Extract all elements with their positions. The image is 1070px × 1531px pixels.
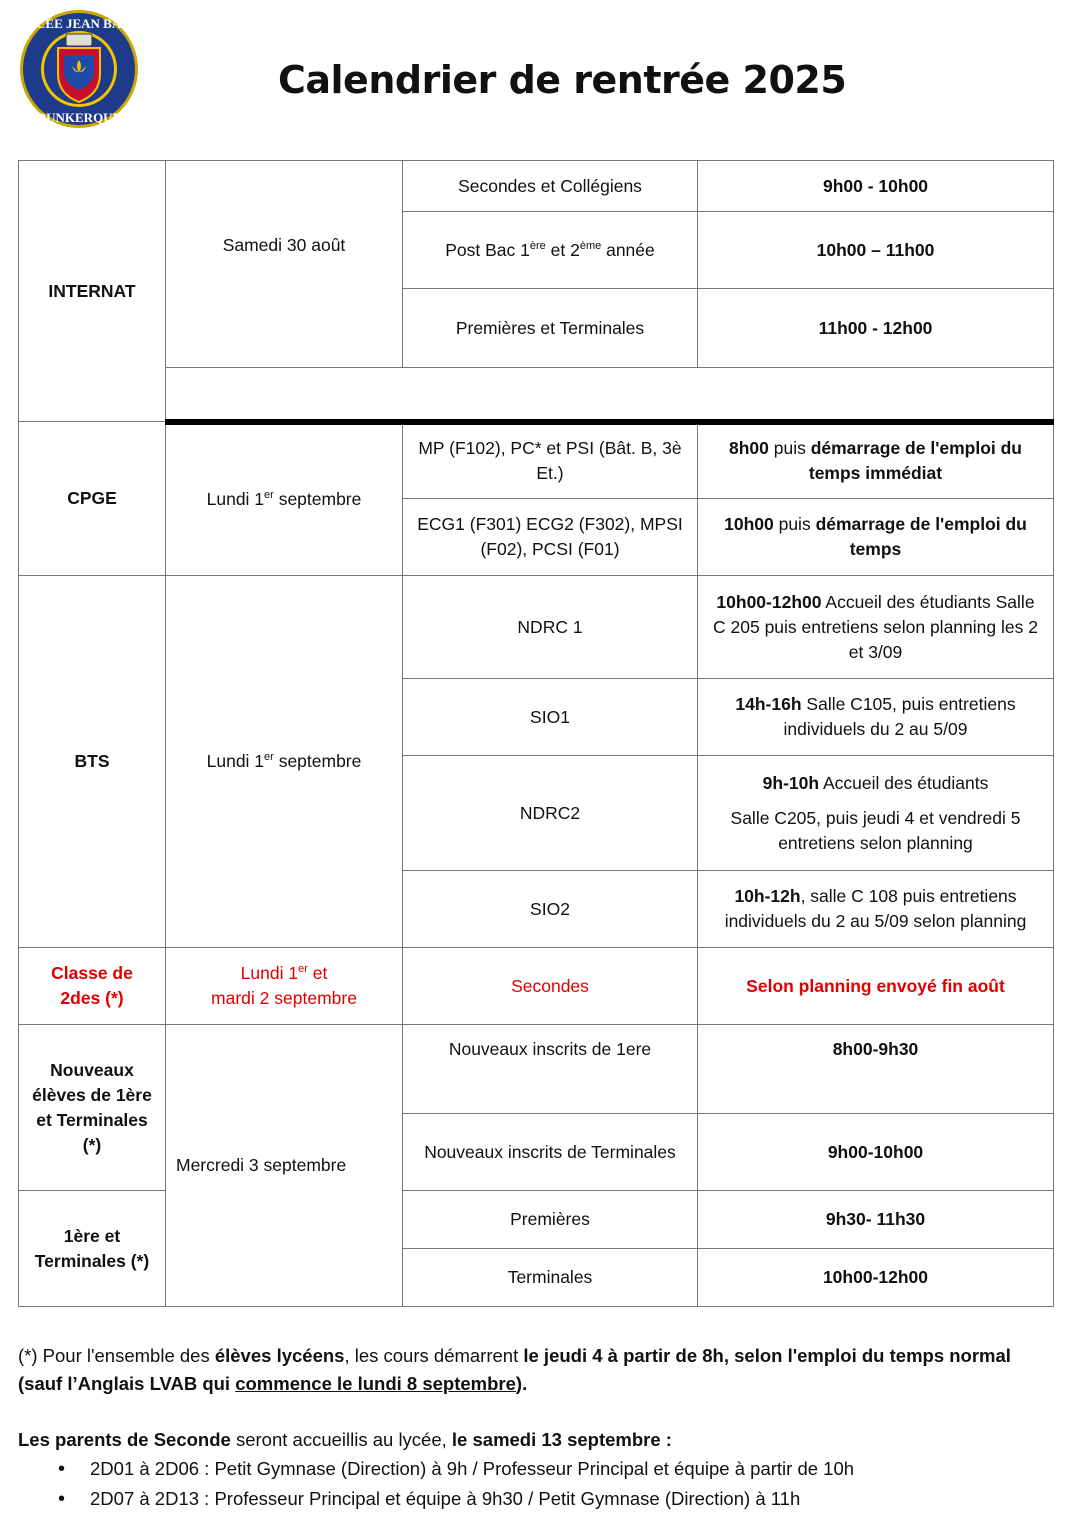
group-cell: Post Bac 1ère et 2ème année bbox=[403, 212, 698, 289]
group-cell: Premières et Terminales bbox=[403, 289, 698, 368]
list-item: • 2D01 à 2D06 : Petit Gymnase (Direction) à 9h / Professeur Principal et équipe à partir de 10h bbox=[18, 1454, 854, 1484]
group-cell: Nouveaux inscrits de 1ere bbox=[403, 1025, 698, 1114]
school-logo bbox=[18, 8, 140, 130]
page-title: Calendrier de rentrée 2025 bbox=[278, 58, 847, 102]
table-row bbox=[19, 1025, 1054, 1114]
list-item: • 2D07 à 2D13 : Professeur Principal et équipe à 9h30 / Petit Gymnase (Direction) à 11h bbox=[18, 1484, 854, 1514]
category-internat: INTERNAT bbox=[19, 161, 166, 422]
time-cell: 11h00 - 12h00 bbox=[698, 289, 1054, 368]
time-cell: Selon planning envoyé fin août bbox=[698, 948, 1054, 1025]
parents-list bbox=[18, 1454, 854, 1514]
calendar-table bbox=[18, 160, 1054, 1307]
date-nouveaux: Mercredi 3 septembre bbox=[166, 1025, 403, 1307]
group-cell: NDRC 1 bbox=[403, 576, 698, 679]
time-cell: 10h00 puis démarrage de l'emploi du temps bbox=[698, 499, 1054, 576]
date-cpge: Lundi 1er septembre bbox=[166, 422, 403, 576]
logo-text-top: LYCÉE JEAN BART bbox=[19, 16, 139, 31]
time-cell: 14h-16h Salle C105, puis entretiens individuels du 2 au 5/09 bbox=[698, 679, 1054, 756]
group-cell: MP (F102), PC* et PSI (Bât. B, 3è Et.) bbox=[403, 422, 698, 499]
time-cell: 10h00-12h00 bbox=[698, 1249, 1054, 1307]
table-row bbox=[19, 161, 1054, 212]
table-row bbox=[19, 948, 1054, 1025]
category-nouveaux: Nouveaux élèves de 1ère et Terminales (*) bbox=[19, 1025, 166, 1191]
time-cell: 8h00-9h30 bbox=[698, 1025, 1054, 1114]
time-cell: 9h00-10h00 bbox=[698, 1114, 1054, 1191]
parents-paragraph: Les parents de Seconde seront accueillis au lycée, le samedi 13 septembre : bbox=[18, 1429, 672, 1450]
date-bts: Lundi 1er septembre bbox=[166, 576, 403, 948]
time-cell: 8h00 puis démarrage de l'emploi du temps immédiat bbox=[698, 422, 1054, 499]
table-row-empty bbox=[19, 368, 1054, 422]
table-row bbox=[19, 422, 1054, 499]
table-row bbox=[19, 576, 1054, 679]
group-cell: Secondes bbox=[403, 948, 698, 1025]
logo-text-bottom: DUNKERQUE bbox=[36, 110, 122, 125]
time-cell: 10h00 – 11h00 bbox=[698, 212, 1054, 289]
group-cell: NDRC2 bbox=[403, 756, 698, 871]
group-cell: Secondes et Collégiens bbox=[403, 161, 698, 212]
group-cell: SIO2 bbox=[403, 871, 698, 948]
group-cell: Premières bbox=[403, 1191, 698, 1249]
category-premieres: 1ère et Terminales (*) bbox=[19, 1191, 166, 1307]
group-cell: ECG1 (F301) ECG2 (F302), MPSI (F02), PCSI (F01) bbox=[403, 499, 698, 576]
date-internat: Samedi 30 août bbox=[166, 161, 403, 368]
empty-cell bbox=[166, 368, 1054, 422]
footnote-paragraph: (*) Pour l'ensemble des élèves lycéens, les cours démarrent le jeudi 4 à partir de 8h, selon l'emploi du temps normal (sauf l’Anglais LVAB qui commence le lundi 8 septembre). bbox=[18, 1345, 1011, 1394]
date-secondes: Lundi 1er et mardi 2 septembre bbox=[166, 948, 403, 1025]
time-cell: 10h00-12h00 Accueil des étudiants Salle C 205 puis entretiens selon planning les 2 et 3/09 bbox=[698, 576, 1054, 679]
group-cell: Terminales bbox=[403, 1249, 698, 1307]
category-secondes: Classe de 2des (*) bbox=[19, 948, 166, 1025]
group-cell: Nouveaux inscrits de Terminales bbox=[403, 1114, 698, 1191]
time-cell: 10h-12h, salle C 108 puis entretiens individuels du 2 au 5/09 selon planning bbox=[698, 871, 1054, 948]
group-cell: SIO1 bbox=[403, 679, 698, 756]
time-cell: 9h30- 11h30 bbox=[698, 1191, 1054, 1249]
time-cell: 9h00 - 10h00 bbox=[698, 161, 1054, 212]
time-cell: 9h-10h Accueil des étudiants Salle C205, puis jeudi 4 et vendredi 5 entretiens selon planning bbox=[698, 756, 1054, 871]
category-bts: BTS bbox=[19, 576, 166, 948]
category-cpge: CPGE bbox=[19, 422, 166, 576]
